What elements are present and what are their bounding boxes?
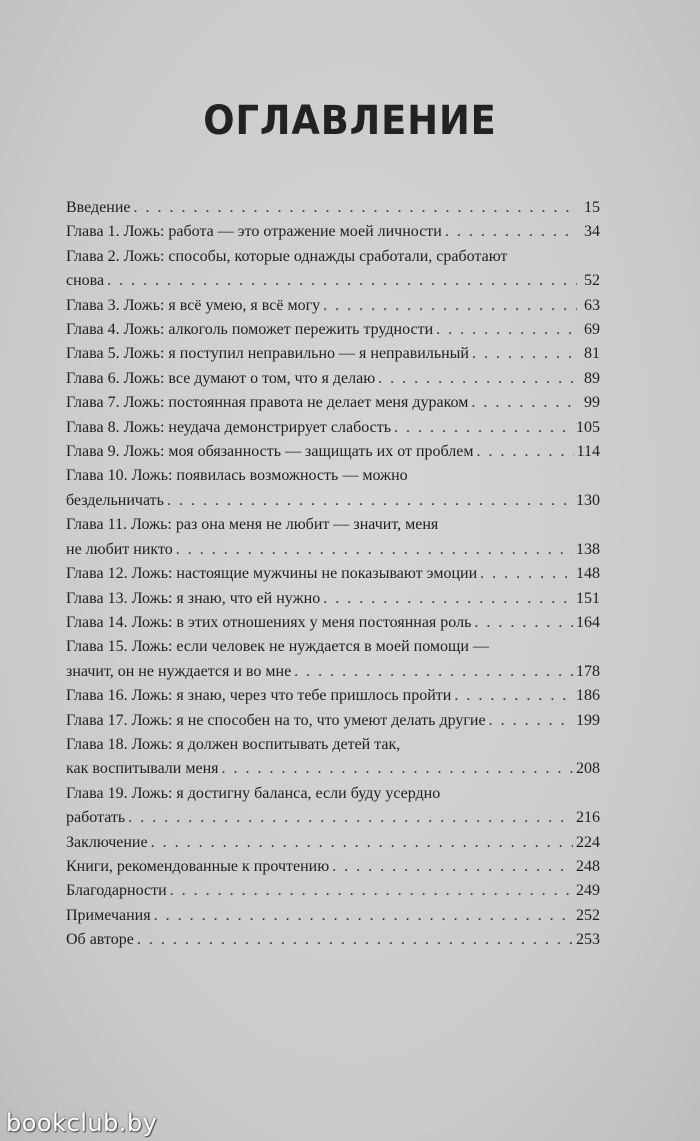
page-number: 253: [576, 931, 600, 949]
toc-entry: [66, 416, 600, 440]
toc-entry: [66, 342, 600, 366]
page-number: 89: [584, 369, 600, 387]
toc-entry-text: Глава 12. Ложь: настоящие мужчины не показывают эмоции: [66, 565, 478, 583]
dot-leader: [167, 489, 573, 513]
dot-leader: [472, 342, 577, 366]
toc-entry: [66, 635, 600, 684]
page-number: 178: [576, 662, 600, 680]
toc-entry-text: Глава 17. Ложь: я не способен на то, что умеют делать другие: [66, 711, 486, 729]
toc-entry-text: Благодарности: [66, 882, 167, 900]
dot-leader: [222, 757, 574, 781]
toc-entry-text: Глава 16. Ложь: я знаю, через что тебе пришлось пройти: [66, 687, 452, 705]
dot-leader: [454, 684, 573, 708]
toc-entry-text: Глава 5. Ложь: я поступил неправильно — я неправильный: [66, 345, 469, 363]
page-title: ОГЛАВЛЕНИЕ: [203, 98, 497, 144]
dot-leader: [480, 562, 573, 586]
dot-leader: [474, 611, 573, 635]
page-number: 15: [584, 199, 600, 216]
toc-entry: [66, 245, 600, 294]
toc-entry: [66, 855, 600, 879]
page-number: 81: [584, 345, 600, 363]
dot-leader: [378, 367, 577, 391]
page-number: 186: [576, 687, 600, 705]
toc-entry: [66, 367, 600, 391]
dot-leader: [151, 831, 573, 855]
page-number: 208: [576, 760, 600, 778]
page-number: 34: [584, 223, 600, 241]
toc-entry: [66, 709, 600, 733]
toc-entry-text: Глава 4. Ложь: алкоголь поможет пережить трудности: [66, 321, 434, 339]
toc-entry-text: Глава 18. Ложь: я должен воспитывать детей так,: [66, 735, 401, 753]
page-number: 105: [576, 418, 600, 436]
toc-entry-text: значит, он не нуждается и во мне: [66, 662, 292, 680]
toc-entry-text: Глава 8. Ложь: неудача демонстрирует слабость: [66, 418, 392, 436]
toc-entry-text: Введение: [66, 199, 131, 216]
dot-leader: [394, 416, 573, 440]
toc-entry-text: Глава 14. Ложь: в этих отношениях у меня постоянная роль: [66, 613, 472, 631]
page-number: 252: [576, 906, 600, 924]
dot-leader: [170, 879, 573, 903]
page-number: 99: [584, 394, 600, 412]
toc-entry-text: работать: [66, 809, 126, 827]
toc-entry: [66, 831, 600, 855]
toc-entry-text: бездельничать: [66, 491, 164, 509]
page-number: 114: [576, 443, 600, 461]
page-number: 148: [576, 565, 600, 583]
page-number: 52: [584, 272, 600, 290]
toc-entry-text: Глава 11. Ложь: раз она меня не любит — значит, меня: [66, 516, 439, 534]
page-number: 130: [576, 491, 600, 509]
toc-entry-text: снова: [66, 272, 105, 290]
page-number: 248: [576, 857, 600, 875]
page-number: 164: [576, 613, 600, 631]
toc-entry: [66, 879, 600, 903]
toc-entry: [66, 294, 600, 318]
dot-leader: [176, 538, 573, 562]
watermark: bookclub.by: [6, 1109, 158, 1137]
toc-entry-text: Примечания: [66, 906, 151, 924]
dot-leader: [128, 806, 573, 830]
toc-entry-text: Об авторе: [66, 931, 134, 949]
page-number: 199: [576, 711, 600, 729]
dot-leader: [471, 391, 577, 415]
toc-entry-text: Заключение: [66, 833, 148, 851]
toc-entry-text: как воспитывали меня: [66, 760, 219, 778]
dot-leader: [477, 440, 574, 464]
page-number: 138: [576, 540, 600, 558]
dot-leader: [134, 196, 578, 220]
toc-entry: [66, 391, 600, 415]
toc-entry-text: Книги, рекомендованные к прочтению: [66, 857, 330, 875]
toc-entry-text: Глава 6. Ложь: все думают о том, что я делаю: [66, 369, 376, 387]
toc-entry: [66, 196, 600, 220]
toc-entry: [66, 220, 600, 244]
toc-entry-text: Глава 2. Ложь: способы, которые однажды сработали, сработают: [66, 247, 508, 265]
toc-entry-text: Глава 19. Ложь: я достигну баланса, если буду усердно: [66, 784, 441, 802]
toc-entry-text: Глава 3. Ложь: я всё умею, я всё могу: [66, 296, 321, 314]
page-number: 69: [584, 321, 600, 339]
dot-leader: [294, 660, 573, 684]
toc-entry: [66, 464, 600, 513]
page-number: 224: [576, 833, 600, 851]
dot-leader: [323, 294, 577, 318]
page-number: 63: [584, 296, 600, 314]
dot-leader: [332, 855, 573, 879]
page-number: 216: [576, 809, 600, 827]
toc-entry-text: Глава 1. Ложь: работа — это отражение моей личности: [66, 223, 442, 241]
toc-entry: [66, 587, 600, 611]
toc-entry: [66, 684, 600, 708]
toc-entry: [66, 513, 600, 562]
page-number: 249: [576, 882, 600, 900]
toc-entry: [66, 562, 600, 586]
toc-entry-text: не любит никто: [66, 540, 173, 558]
toc-entry-text: Глава 9. Ложь: моя обязанность — защищать их от проблем: [66, 443, 474, 461]
toc-entry-text: Глава 7. Ложь: постоянная правота не делает меня дураком: [66, 394, 469, 412]
dot-leader: [107, 269, 577, 293]
table-of-contents: [66, 196, 600, 953]
toc-entry: [66, 928, 600, 952]
toc-entry: [66, 782, 600, 831]
dot-leader: [323, 587, 573, 611]
dot-leader: [436, 318, 577, 342]
dot-leader: [445, 220, 577, 244]
toc-entry: [66, 904, 600, 928]
page-number: 151: [576, 589, 600, 607]
toc-entry: [66, 733, 600, 782]
toc-entry-text: Глава 15. Ложь: если человек не нуждается в моей помощи —: [66, 638, 489, 656]
dot-leader: [137, 928, 573, 952]
toc-entry-text: Глава 13. Ложь: я знаю, что ей нужно: [66, 589, 321, 607]
dot-leader: [154, 904, 573, 928]
toc-entry-text: Глава 10. Ложь: появилась возможность — можно: [66, 467, 408, 485]
toc-entry: [66, 440, 600, 464]
dot-leader: [489, 709, 573, 733]
toc-entry: [66, 611, 600, 635]
toc-entry: [66, 318, 600, 342]
